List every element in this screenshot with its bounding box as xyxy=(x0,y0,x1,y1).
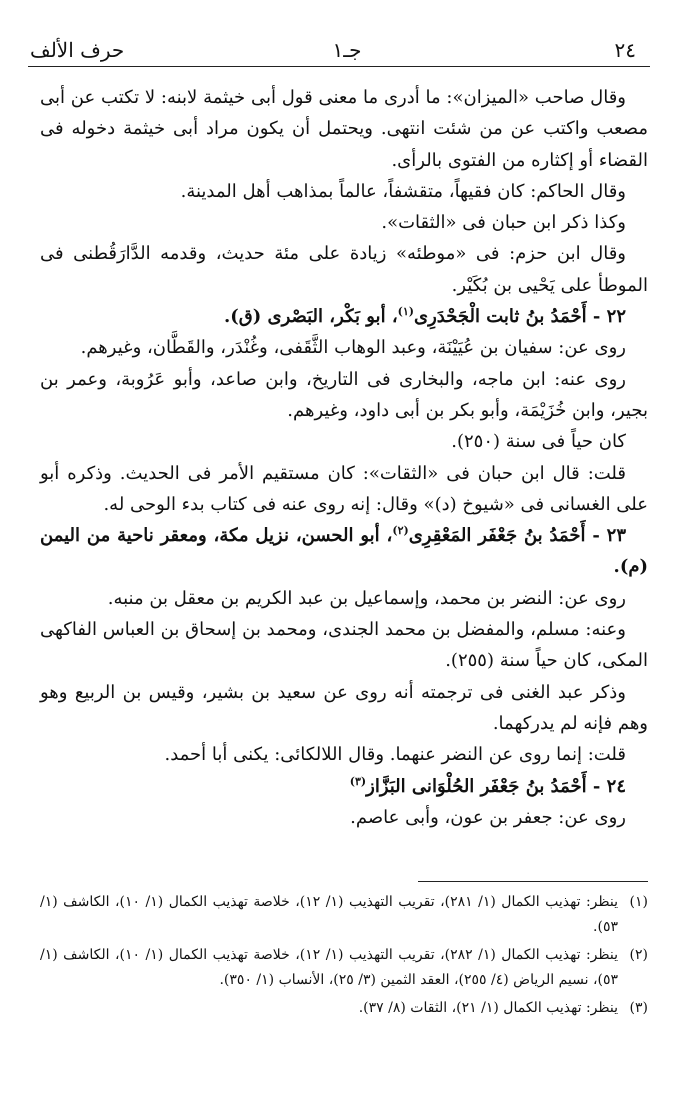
paragraph: روى عنه: ابن ماجه، والبخارى فى التاريخ، وابن صاعد، وأبو عَرُوبة، وعمر بن بجير، وابن خُزَيْمَة، وأبو بكر بن أبى داود، وغيرهم. xyxy=(40,368,648,421)
paragraph: روى عن: جعفر بن عون، وأبى عاصم. xyxy=(350,806,626,828)
paragraph: كان حياً فى سنة (٢٥٠). xyxy=(451,431,626,453)
paragraph: روى عن: النضر بن محمد، وإسماعيل بن عبد الكريم بن معقل بن منبه. xyxy=(107,587,626,609)
paragraph: وقال ابن حزم: فى «موطئه» زيادة على مئة حديث، وقدمه الدَّارَقُطنى فى الموطأ على يَحْيى بن بُكَيْر. xyxy=(40,243,648,296)
paragraph: روى عن: سفيان بن عُيَيْنَة، وعبد الوهاب الثَّقَفى، وغُنْدَر، والقَطَّان، وغيرهم. xyxy=(80,337,626,359)
paragraph: قلت: إنما روى عن النضر عنهما. وقال اللالكائى: يكنى أبا أحمد. xyxy=(164,744,626,766)
page-number: ٢٤ xyxy=(614,38,636,62)
footnote-label: (٣) xyxy=(629,1000,648,1016)
footnote xyxy=(40,890,648,939)
entry-name: ٢٤ - أَحْمَدُ بنُ جَعْفَر الحُلْوَانى البَزَّاز xyxy=(366,775,626,797)
footnote xyxy=(40,943,648,992)
paragraph: قلت: قال ابن حبان فى «الثقات»: كان مستقيم الأمر فى الحديث. وذكره أبو على الغسانى فى «شيوخ (د)» وقال: إنه روى عنه فى كتاب بدء الوحى له. xyxy=(40,462,648,515)
section-title: حرف الألف xyxy=(30,38,125,62)
paragraph: وعنه: مسلم، والمفضل بن محمد الجندى، ومحمد بن إسحاق بن العباس الفاكهى المكى، كان حياً سنة (٢٥٥). xyxy=(40,619,648,672)
volume-label: جـ١ xyxy=(332,38,362,62)
entry-details: ، أبو بَكْر، البَصْرى (ق). xyxy=(223,306,398,328)
footnote-text: ينظر: تهذيب الكمال (١/ ٢٨٢)، تقريب التهذيب (١/ ١٢)، خلاصة تهذيب الكمال (١/ ١٠)، الكاشف (١/ ٥٣)، نسيم الرياض (٤/ ٢٥٥)، العقد الثمين (٣/ ٢٥)، الأنساب (١/ ٣٥٠). xyxy=(40,947,619,988)
footnote-text: ينظر: تهذيب الكمال (١/ ٢١)، الثقات (٨/ ٣٧). xyxy=(358,1000,618,1016)
paragraph: وقال صاحب «الميزان»: ما أدرى ما معنى قول أبى خيثمة لابنه: لا تكتب عن أبى مصعب واكتب عن من شئت انتهى. ويحتمل أن يكون مراد أبى خيثمة دخوله فى القضاء أو إكثاره من الفتوى بالرأى. xyxy=(40,87,648,171)
entry-heading-24 xyxy=(40,771,648,802)
body-text xyxy=(40,82,648,833)
footnote-label: (٢) xyxy=(629,947,648,963)
footnote-text: ينظر: تهذيب الكمال (١/ ٢٨١)، تقريب التهذيب (١/ ١٢)، خلاصة تهذيب الكمال (١/ ١٠)، الكاشف (١/ ٥٣). xyxy=(40,894,619,935)
footnote-rule xyxy=(418,881,648,882)
footnote-label: (١) xyxy=(629,894,648,910)
footnote-ref[interactable]: (٢) xyxy=(392,524,409,538)
paragraph: وقال الحاكم: كان فقيهاً، متقشفاً، عالماً بمذاهب أهل المدينة. xyxy=(180,180,626,202)
entry-details: ، أبو الحسن، نزيل مكة، ومعقر ناحية من اليمن (م). xyxy=(40,525,648,578)
header-rule xyxy=(28,66,650,67)
entry-name: ٢٣ - أَحْمَدُ بنُ جَعْفَر المَعْقِرِى xyxy=(408,525,627,547)
entry-name: ٢٢ - أَحْمَدُ بنُ ثابت الْجَحْدَرِى xyxy=(414,306,626,328)
footnote-ref[interactable]: (٣) xyxy=(349,774,367,788)
footnote xyxy=(40,996,648,1021)
footnotes xyxy=(40,890,648,1025)
footnote-ref[interactable]: (١) xyxy=(397,305,415,319)
entry-heading-23 xyxy=(40,520,648,583)
entry-heading-22 xyxy=(40,301,648,332)
paragraph: وذكر عبد الغنى فى ترجمته أنه روى عن سعيد بن بشير، وقيس بن الربيع وهو وهم فإنه لم يدركهما. xyxy=(40,681,648,734)
paragraph: وكذا ذكر ابن حبان فى «الثقات». xyxy=(381,212,626,234)
